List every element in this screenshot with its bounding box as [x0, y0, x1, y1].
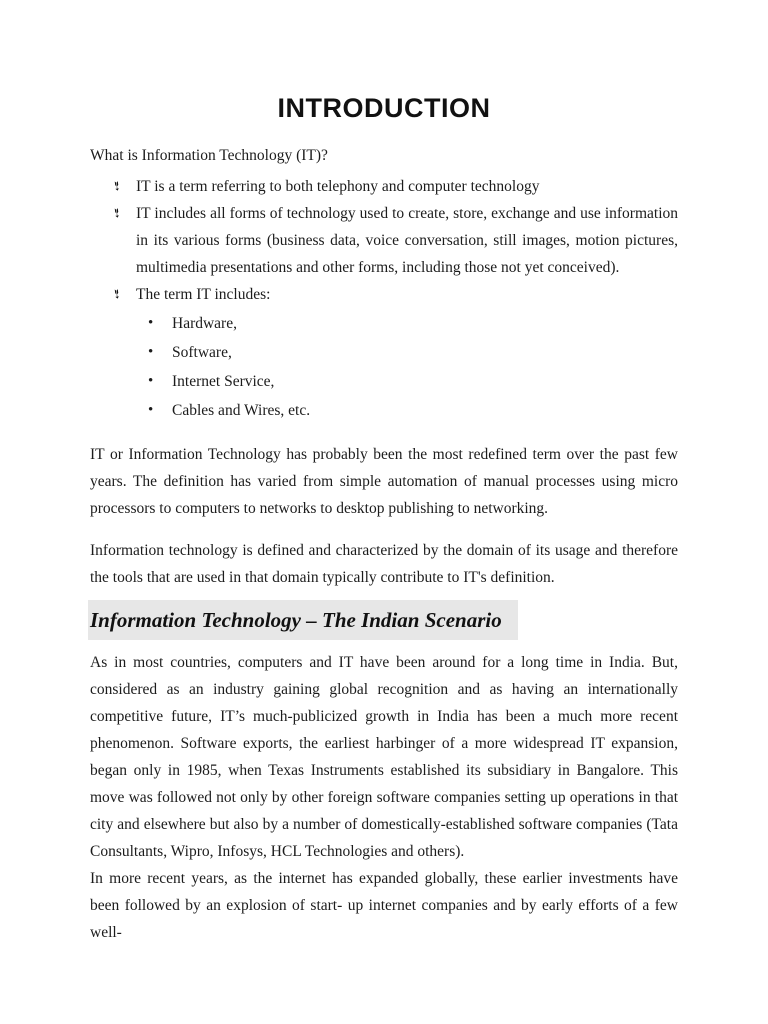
dot-bullet-icon: • [148, 315, 154, 331]
list-item-text: Internet Service, [172, 373, 275, 390]
body-paragraph: In more recent years, as the internet has expanded globally, these earlier investments have been followed by an explosion of start- up internet companies and by early efforts of a few well- [90, 870, 678, 941]
body-paragraph: Information technology is defined and characterized by the domain of its usage and therefore the tools that are used in that domain typically contribute to IT's definition. [90, 542, 678, 586]
arrow-bullet-icon: ➴ [107, 177, 126, 196]
body-paragraph: IT or Information Technology has probably been the most redefined term over the past few years. The definition has varied from simple automation of manual processes using micro processors to computers to networks to desktop publishing to networking. [90, 446, 678, 517]
body-paragraph: As in most countries, computers and IT have been around for a long time in India. But, considered as an industry gaining global recognition and as having an internationally competitive future, IT’s much-publicized growth in India has been a much more recent phenomenon. Software exports, the earliest harbinger of a more widespread IT expansion, began only in 1985, when Texas Instruments established its subsidiary in Bangalore. This move was followed not only by other foreign software companies setting up operations in that city and elsewhere but also by a number of domestically-established software companies (Tata Consultants, Wipro, Infosys, HCL Technologies and others). [90, 654, 678, 860]
list-item-text: IT includes all forms of technology used to create, store, exchange and use information in its various forms (business data, voice conversation, still images, motion pictures, multimedia presentations and other forms, including those not yet conceived). [136, 205, 678, 276]
list-item-text: Cables and Wires, etc. [172, 402, 311, 419]
page-title: INTRODUCTION [277, 93, 491, 123]
dot-bullet-icon: • [148, 344, 154, 360]
dot-bullet-icon: • [148, 373, 154, 389]
list-item [90, 173, 678, 200]
arrow-bullet-icon: ➴ [107, 285, 126, 304]
list-item [90, 281, 678, 308]
list-item-text: Software, [172, 344, 232, 361]
dot-bullet-icon: • [148, 402, 154, 418]
list-item-text: The term IT includes: [136, 286, 271, 303]
list-item-text: IT is a term referring to both telephony and computer technology [136, 178, 540, 195]
arrow-bullet-icon: ➴ [107, 204, 126, 223]
list-item [90, 310, 678, 337]
list-item [90, 368, 678, 395]
list-item [90, 397, 678, 424]
list-item-text: Hardware, [172, 315, 237, 332]
section-heading-wrap [90, 600, 678, 640]
list-item [90, 200, 678, 281]
question-line: What is Information Technology (IT)? [90, 147, 328, 164]
section-heading: Information Technology – The Indian Scenario [88, 600, 518, 640]
dot-bullet-list [90, 310, 678, 424]
list-item [90, 339, 678, 366]
arrow-bullet-list [90, 173, 678, 424]
